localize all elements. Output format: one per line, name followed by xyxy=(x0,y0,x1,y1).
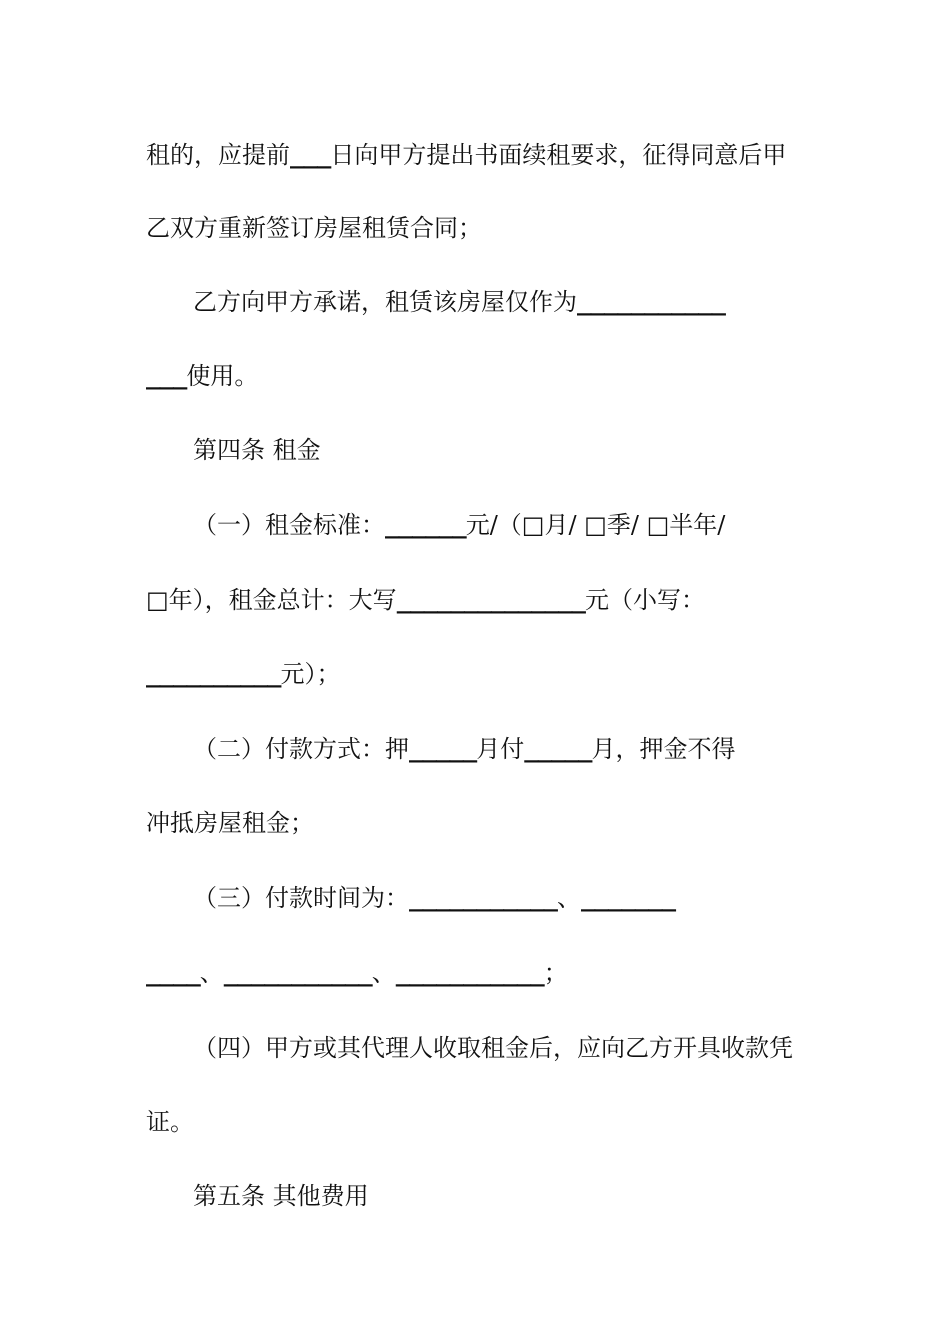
text-segment: （二）付款方式：押 xyxy=(193,735,409,763)
text-segment: （一）租金标准： xyxy=(193,511,385,539)
fill-blank: _______ xyxy=(580,884,676,912)
text-segment: 第五条 其他费用 xyxy=(193,1182,369,1210)
fill-blank: ______ xyxy=(385,511,466,539)
text-segment: 、 xyxy=(199,959,224,987)
paragraph-line xyxy=(193,1028,853,1068)
fill-blank: ___________ xyxy=(395,959,544,987)
paragraph-line xyxy=(193,282,853,322)
paragraph-line xyxy=(146,1102,806,1142)
text-segment: 、 xyxy=(371,959,396,987)
text-segment: 月，押金不得 xyxy=(591,735,736,763)
text-segment: 第四条 租金 xyxy=(193,436,321,464)
fill-blank: ____ xyxy=(146,959,200,987)
paragraph-line xyxy=(146,135,806,175)
text-segment: 元/（□月/ □季/ □半年/ xyxy=(465,511,726,539)
paragraph-line xyxy=(146,208,806,248)
fill-blank: _____ xyxy=(524,735,592,763)
paragraph-line xyxy=(193,878,853,918)
fill-blank: __________ xyxy=(146,660,281,688)
text-segment: 使用。 xyxy=(186,362,259,390)
fill-blank: ___________ xyxy=(223,959,372,987)
text-segment: 乙双方重新签订房屋租赁合同； xyxy=(146,214,482,242)
section-heading xyxy=(193,1176,853,1216)
fill-blank: _____ xyxy=(409,735,477,763)
fill-blank: ______________ xyxy=(396,586,585,614)
text-segment: □年），租金总计：大写 xyxy=(146,586,397,614)
section-heading xyxy=(193,430,853,470)
paragraph-line xyxy=(193,505,853,545)
paragraph-line xyxy=(146,953,806,993)
fill-blank: ___________ xyxy=(577,288,725,316)
paragraph-line xyxy=(146,580,806,620)
text-segment: 冲抵房屋租金； xyxy=(146,809,314,837)
text-segment: 元）； xyxy=(280,660,341,688)
text-segment: （四）甲方或其代理人收取租金后，应向乙方开具收款凭 xyxy=(193,1034,793,1062)
fill-blank: ___________ xyxy=(409,884,557,912)
text-segment: 、 xyxy=(556,884,581,912)
text-segment: 元（小写： xyxy=(584,586,705,614)
paragraph-line xyxy=(146,654,806,694)
paragraph-line xyxy=(193,729,853,769)
text-segment: （三）付款时间为： xyxy=(193,884,409,912)
paragraph-line xyxy=(146,803,806,843)
text-segment: ； xyxy=(543,959,568,987)
paragraph-line xyxy=(146,356,806,396)
text-segment: 证。 xyxy=(146,1108,194,1136)
fill-blank: ___ xyxy=(146,362,187,390)
text-segment: 租的，应提前 xyxy=(146,141,290,169)
text-segment: 乙方向甲方承诺，租赁该房屋仅作为 xyxy=(193,288,577,316)
text-segment: 月付 xyxy=(476,735,525,763)
fill-blank: ___ xyxy=(290,141,331,169)
text-segment: 日向甲方提出书面续租要求，征得同意后甲 xyxy=(330,141,787,169)
